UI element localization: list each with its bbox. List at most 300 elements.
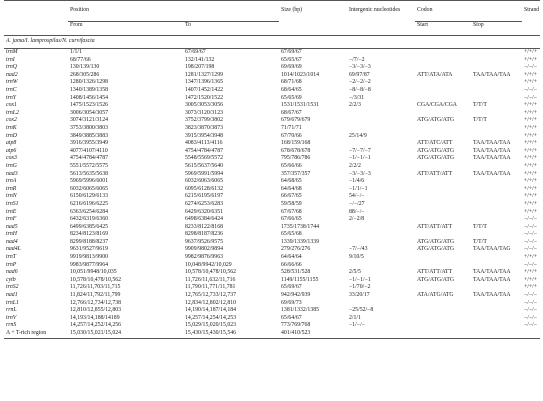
stop-codon-cell <box>471 201 522 209</box>
strand-cell: +/+/+ <box>524 170 538 177</box>
gene-cell: atp8 <box>6 140 17 147</box>
to-cell: 8298/8187/8236 <box>185 231 224 238</box>
size-cell: 1381/1332/1385 <box>281 307 320 314</box>
intergenic-cell: 9/10/5 <box>349 254 364 261</box>
from-cell: 15,030/15,021/15,024 <box>68 330 183 338</box>
from-header: From <box>68 22 183 36</box>
intergenic-cell: −/7/−2 <box>349 56 365 63</box>
strand-cell: +/+/+ <box>524 208 538 215</box>
start-codon-cell <box>415 300 471 308</box>
from-cell: 10,051/9948/10,035 <box>70 269 117 276</box>
intergenic-cell <box>347 125 415 133</box>
to-cell: 11,790/11,771/11,781 <box>185 284 236 291</box>
size-cell: 67/67/68 <box>281 208 302 215</box>
size-cell: 65/65/69 <box>281 94 302 101</box>
start-codon-cell <box>415 231 471 239</box>
from-cell: 268/305/286 <box>70 71 100 78</box>
start-codon-cell <box>415 262 471 270</box>
gene-cell: A + T-rich region <box>4 330 68 338</box>
strand-header: Strand <box>524 7 540 13</box>
to-cell: 6274/6253/6283 <box>185 200 224 207</box>
table-row <box>4 140 540 148</box>
size-cell: 795/786/786 <box>281 155 311 162</box>
from-cell: 3916/3955/3949 <box>70 140 109 147</box>
strand-cell: −/−/− <box>524 307 538 314</box>
gene-cell: cox2 <box>6 117 17 124</box>
intergenic-cell: 2/5/5 <box>349 269 361 276</box>
size-cell: 942/942/939 <box>281 292 311 299</box>
size-cell: 678/678/678 <box>281 147 311 154</box>
to-cell: 15,029/15,020/15,023 <box>185 322 237 329</box>
table-row <box>4 239 540 247</box>
size-cell: 1014/1023/1014 <box>281 71 320 78</box>
gene-cell: nad1 <box>6 292 18 299</box>
intergenic-cell: −2/−2/−2 <box>349 79 371 86</box>
start-codon-cell <box>415 330 471 338</box>
to-cell: 14,257/14,254/14,253 <box>185 314 237 321</box>
to-cell: 10,578/10,478/10,562 <box>185 269 237 276</box>
stop-codon-cell: TAA/TAA/TAA <box>473 71 511 78</box>
intergenic-cell: 2/−2/8 <box>349 216 365 223</box>
gene-cell: trnS1 <box>6 200 19 207</box>
gene-cell: nad5 <box>6 223 18 230</box>
gene-cell: atp6 <box>6 147 17 154</box>
stop-codon-cell: T/T/T <box>473 238 487 245</box>
to-cell: 1281/1327/1299 <box>185 71 224 78</box>
start-codon-cell <box>415 64 471 72</box>
strand-cell: +/+/+ <box>524 147 538 154</box>
from-cell: 3074/3121/3124 <box>70 117 109 124</box>
to-cell: 6095/6128/6132 <box>185 185 224 192</box>
to-cell: 3752/3799/3802 <box>185 117 224 124</box>
table-row <box>4 246 540 254</box>
intergenic-cell <box>347 262 415 270</box>
from-cell: 6150/6129/6133 <box>70 193 109 200</box>
intergenic-cell: −/3/31 <box>349 94 365 101</box>
start-codon-cell: ATG/ATG/ATG <box>417 276 455 283</box>
intergenic-cell: −7/−7/−7 <box>349 147 371 154</box>
table-row <box>4 117 540 125</box>
start-codon-cell <box>415 178 471 186</box>
intergenic-cell: 69/97/87 <box>349 71 370 78</box>
strand-cell: +/+/+ <box>524 140 538 147</box>
intergenic-cell: −1/1/−1 <box>349 185 368 192</box>
strand-cell: −/−/− <box>524 94 538 101</box>
table-row <box>4 155 540 163</box>
start-codon-cell: ATA/ATG/ATG <box>417 292 454 299</box>
from-cell: 6363/6254/6284 <box>70 208 109 215</box>
to-cell: 4754/4784/4787 <box>185 147 224 154</box>
stop-codon-cell: T/T/T <box>473 117 487 124</box>
stop-codon-cell <box>471 110 522 118</box>
from-cell: 1475/1523/1526 <box>70 102 109 109</box>
stop-codon-cell <box>471 57 522 65</box>
strand-cell: +/+/+ <box>524 49 538 56</box>
size-cell: 69/69/69 <box>281 64 302 71</box>
strand-cell: +/+/+ <box>524 269 538 276</box>
from-cell: 8234/8123/8169 <box>70 231 109 238</box>
size-cell: 68/71/68 <box>281 79 302 86</box>
stop-codon-cell <box>471 216 522 224</box>
from-cell: 6216/6196/6225 <box>70 200 109 207</box>
start-codon-cell: ATT/ATT/ATT <box>417 170 453 177</box>
start-codon-cell <box>415 307 471 315</box>
codon-header: Codon <box>415 1 522 22</box>
strand-cell: +/+/+ <box>524 109 538 116</box>
strand-cell: +/+/+ <box>524 162 538 169</box>
start-codon-cell <box>415 95 471 103</box>
table-row <box>4 79 540 87</box>
table-row <box>4 277 540 285</box>
stop-codon-cell <box>471 208 522 216</box>
stop-codon-cell: TAA/TAA/TAA <box>473 269 511 276</box>
to-cell: 11,726/11,632/11,716 <box>185 276 236 283</box>
table-row <box>4 292 540 300</box>
strand-cell: −/−/− <box>524 322 538 329</box>
stop-codon-cell: TAA/TAA/TAA <box>473 276 511 283</box>
to-cell: 1472/1520/1522 <box>185 94 224 101</box>
to-cell: 9982/9876/9963 <box>185 254 224 261</box>
table-row <box>4 186 540 194</box>
start-codon-cell: ATG/ATG/ATG <box>417 147 455 154</box>
table-row <box>4 269 540 277</box>
table-row <box>4 284 540 292</box>
gene-cell: trnA <box>6 178 17 185</box>
start-codon-cell <box>415 322 471 330</box>
table-row <box>4 224 540 232</box>
strand-cell: +/+/+ <box>524 276 538 283</box>
table-row <box>4 216 540 224</box>
size-cell: 64/64/68 <box>281 185 302 192</box>
gene-cell: trnR <box>6 185 17 192</box>
from-cell: 6032/6065/6065 <box>70 185 109 192</box>
strand-cell: −/−/− <box>524 246 538 253</box>
strand-cell: +/+/+ <box>524 200 538 207</box>
intergenic-cell <box>347 49 415 57</box>
to-cell: 198/207/198 <box>185 64 215 71</box>
stop-codon-cell <box>471 64 522 72</box>
strand-cell <box>522 330 540 338</box>
start-codon-cell <box>415 315 471 323</box>
table-row <box>4 102 540 110</box>
intergenic-cell: 2/2/3 <box>349 102 361 109</box>
from-cell: 130/139/130 <box>70 64 100 71</box>
intergenic-header: Intergenic nucleotides <box>349 7 401 13</box>
strand-cell: +/+/+ <box>524 193 538 200</box>
size-cell: 66/66/66 <box>281 261 302 268</box>
gene-cell: trnI <box>6 56 15 63</box>
table-row <box>4 208 540 216</box>
start-codon-cell <box>415 163 471 171</box>
from-cell: 3006/3054/3057 <box>70 109 109 116</box>
to-cell: 132/141/132 <box>185 56 215 63</box>
size-cell: 168/159/168 <box>281 140 311 147</box>
start-codon-cell <box>415 57 471 65</box>
intergenic-cell: −1/−1/−1 <box>349 155 371 162</box>
table-row <box>4 307 540 315</box>
table-row <box>4 87 540 95</box>
to-cell: 12,834/12,802/12,810 <box>185 299 237 306</box>
stop-codon-cell: TAA/TAA/TAA <box>473 147 511 154</box>
table-row <box>4 171 540 179</box>
stop-codon-cell: TAA/TAA/TAA <box>473 140 511 147</box>
from-cell: 1408/1456/1454 <box>70 94 109 101</box>
size-cell: 68/67/67 <box>281 109 302 116</box>
size-cell: 59/58/59 <box>281 200 302 207</box>
from-cell: 9631/9527/9619 <box>70 246 109 253</box>
gene-cell: cox1 <box>6 102 17 109</box>
table-row <box>4 300 540 308</box>
to-cell: 5615/5637/5640 <box>185 162 224 169</box>
gene-cell: nad6 <box>6 269 18 276</box>
to-cell: 6498/6384/6424 <box>185 216 224 223</box>
size-cell: 67/66/65 <box>281 216 302 223</box>
to-cell: 67/69/67 <box>185 49 206 56</box>
to-cell: 14,190/14,187/14,184 <box>185 307 237 314</box>
start-codon-cell: ATT/ATC/ATT <box>417 140 453 147</box>
size-cell: 65/69/67 <box>281 284 302 291</box>
table-row <box>4 125 540 133</box>
to-cell: 9637/9526/9575 <box>185 238 224 245</box>
from-cell: 68/77/66 <box>70 56 91 63</box>
size-cell: 65/65/68 <box>281 231 302 238</box>
size-cell: 357/357/357 <box>281 170 311 177</box>
table-row <box>4 201 540 209</box>
strand-cell: −/−/− <box>524 216 538 223</box>
to-cell: 1347/1396/1365 <box>185 79 224 86</box>
to-cell: 6032/6063/6065 <box>185 178 224 185</box>
start-codon-cell <box>415 284 471 292</box>
strand-cell: +/+/+ <box>524 254 538 261</box>
gene-cell: trnW <box>6 79 18 86</box>
from-cell: 1280/1326/1298 <box>70 79 109 86</box>
intergenic-cell: 2/2/2 <box>349 162 361 169</box>
start-codon-cell <box>415 208 471 216</box>
from-cell: 8299/8188/8237 <box>70 238 109 245</box>
stop-codon-cell <box>471 193 522 201</box>
stop-codon-cell <box>471 315 522 323</box>
stop-codon-cell: TAA/TAA/TAG <box>473 246 511 253</box>
start-codon-cell <box>415 49 471 57</box>
start-codon-cell: ATT/ATT/ATT <box>417 269 453 276</box>
to-cell: 10,048/9942/10,029 <box>185 261 232 268</box>
position-header: Position <box>68 1 279 22</box>
start-codon-cell <box>415 201 471 209</box>
size-cell: 401/410/523 <box>279 330 347 338</box>
intergenic-cell: −25/52/−8 <box>349 307 374 314</box>
size-cell: 65/64/67 <box>281 314 302 321</box>
strand-cell: +/+/+ <box>524 79 538 86</box>
table-row <box>4 148 540 156</box>
table-row <box>4 262 540 270</box>
intergenic-cell <box>347 231 415 239</box>
from-cell: 1/1/1 <box>70 49 82 56</box>
stop-codon-cell <box>471 186 522 194</box>
table-row <box>4 163 540 171</box>
start-codon-cell: ATG/ATG/ATG <box>417 238 455 245</box>
to-cell: 5969/5991/5994 <box>185 170 224 177</box>
start-codon-cell: ATT/ATT/ATT <box>417 223 453 230</box>
to-header: To <box>183 22 279 36</box>
strand-cell: +/+/+ <box>524 102 538 109</box>
size-cell: 679/679/679 <box>281 117 311 124</box>
intergenic-cell: −3/−3/−3 <box>349 170 371 177</box>
intergenic-cell: −1/−1/−1 <box>349 276 371 283</box>
to-cell: 3005/3053/3056 <box>185 102 224 109</box>
size-cell: 65/65/67 <box>281 56 302 63</box>
size-header: Size (bp) <box>281 7 303 13</box>
gene-cell: nad4L <box>6 246 21 253</box>
from-cell: 11,824/11,792/11,799 <box>70 292 121 299</box>
stop-codon-cell: T/T/T <box>473 223 487 230</box>
from-cell: 12,810/12,855/12,803 <box>70 307 122 314</box>
table-row <box>4 178 540 186</box>
stop-codon-cell <box>471 87 522 95</box>
intergenic-cell: −7/−/43 <box>349 246 368 253</box>
gene-cell: trnS2 <box>6 284 19 291</box>
stop-codon-cell <box>471 307 522 315</box>
size-cell: 1339/1339/1339 <box>281 238 320 245</box>
start-codon-cell: ATT/ATA/ATA <box>417 71 453 78</box>
gene-cell: trnT <box>6 254 16 261</box>
intergenic-cell: 2/1/1 <box>349 314 361 321</box>
intergenic-cell <box>347 110 415 118</box>
intergenic-cell: −8/−8/−8 <box>349 87 371 94</box>
to-cell: 6429/6320/6351 <box>185 208 224 215</box>
strand-cell: +/+/+ <box>524 124 538 131</box>
gene-cell: cytb <box>6 276 16 283</box>
stop-codon-cell <box>471 178 522 186</box>
strand-cell: +/+/+ <box>524 71 538 78</box>
gene-cell: cox3 <box>6 155 17 162</box>
gene-cell: nad2 <box>6 71 18 78</box>
to-cell: 9909/9802/9894 <box>185 246 224 253</box>
from-cell: 9983/9877/9964 <box>70 261 109 268</box>
from-cell: 1340/1389/1358 <box>70 87 109 94</box>
stop-codon-cell <box>471 231 522 239</box>
intergenic-cell: 33/20/17 <box>349 292 370 299</box>
strand-cell: −/−/− <box>524 87 538 94</box>
table-row <box>4 315 540 323</box>
gene-cell: trnC <box>6 87 17 94</box>
gene-cell: trnQ <box>6 64 17 71</box>
to-cell: 6215/6195/6197 <box>185 193 224 200</box>
stop-codon-cell <box>471 300 522 308</box>
from-cell: 9919/9813/9900 <box>70 254 109 261</box>
stop-codon-cell <box>471 254 522 262</box>
intergenic-cell <box>347 224 415 232</box>
start-header: Start <box>415 22 471 36</box>
intergenic-cell: −3/−3/−3 <box>349 64 371 71</box>
start-codon-cell <box>415 79 471 87</box>
from-cell: 4077/4107/4110 <box>70 147 108 154</box>
size-cell: 67/70/66 <box>281 132 302 139</box>
strand-cell: +/+/+ <box>524 185 538 192</box>
start-codon-cell <box>415 133 471 141</box>
from-cell: 6432/6319/6360 <box>70 216 109 223</box>
stop-codon-cell: TAA/TAA/TAA <box>473 292 511 299</box>
stop-codon-cell <box>471 49 522 57</box>
table-row <box>4 95 540 103</box>
to-cell: 8233/8122/8168 <box>185 223 224 230</box>
start-codon-cell <box>415 110 471 118</box>
size-cell: 65/66/66 <box>281 162 302 169</box>
gene-cell: trnK <box>6 124 17 131</box>
gene-cell: nad3 <box>6 170 18 177</box>
stop-codon-cell <box>471 284 522 292</box>
table-row <box>4 133 540 141</box>
from-cell: 14,257/14,252/14,256 <box>70 322 122 329</box>
from-cell: 5613/5635/5638 <box>70 170 109 177</box>
size-cell: 64/68/65 <box>281 178 302 185</box>
table-row <box>4 231 540 239</box>
stop-codon-cell: T/T/T <box>473 102 487 109</box>
stop-codon-cell <box>471 133 522 141</box>
to-cell: 4083/4113/4116 <box>185 140 223 147</box>
intergenic-cell: 54/−/− <box>349 193 365 200</box>
stop-codon-cell: TAA/TAA/TAA <box>473 155 511 162</box>
gene-cell: trnP <box>6 261 17 268</box>
gene-cell: trnV <box>6 314 17 321</box>
intergenic-cell <box>347 140 415 148</box>
species-label: A. jama/I. lamprospilus/N. curvifascia <box>4 36 540 49</box>
strand-cell: −/−/− <box>524 238 538 245</box>
gene-cell: trnN <box>6 193 17 200</box>
gene-cell: trnM <box>6 49 18 56</box>
gene-annotation-table <box>4 0 540 339</box>
strand-cell: −/−/− <box>524 299 538 306</box>
stop-codon-cell <box>471 79 522 87</box>
intergenic-cell: 25/14/9 <box>349 132 367 139</box>
table-row <box>4 110 540 118</box>
strand-cell: +/+/+ <box>524 132 538 139</box>
gene-cell: trnY <box>6 94 16 101</box>
intergenic-cell: −/−/27 <box>349 200 365 207</box>
strand-cell: −/−/− <box>524 314 538 321</box>
size-cell: 71/71/71 <box>281 124 302 131</box>
to-cell: 15,430/15,430/15,546 <box>183 330 279 338</box>
gene-cell: nad4 <box>6 238 18 245</box>
to-cell: 3915/3954/3948 <box>185 132 224 139</box>
intergenic-cell: 88/−/− <box>349 208 365 215</box>
table-row <box>4 72 540 80</box>
stop-codon-cell <box>471 322 522 330</box>
table-row <box>4 57 540 65</box>
intergenic-cell <box>347 330 415 338</box>
stop-codon-cell <box>471 125 522 133</box>
stop-codon-cell: TAA/TAA/TAA <box>473 170 511 177</box>
strand-cell: −/−/− <box>524 64 538 71</box>
strand-cell: +/+/+ <box>524 155 538 162</box>
to-cell: 3823/3870/3873 <box>185 124 224 131</box>
stop-codon-cell <box>471 330 522 338</box>
from-cell: 4754/4784/4787 <box>70 155 109 162</box>
stop-codon-cell <box>471 95 522 103</box>
size-cell: 773/769/768 <box>281 322 311 329</box>
start-codon-cell <box>415 125 471 133</box>
gene-cell: trnE <box>6 208 17 215</box>
gene-cell: trnH <box>6 231 17 238</box>
size-cell: 69/69/73 <box>281 299 302 306</box>
gene-cell: trnD <box>6 132 17 139</box>
from-cell: 6499/6385/6425 <box>70 223 109 230</box>
strand-cell: −/−/− <box>524 292 538 299</box>
start-codon-cell <box>415 193 471 201</box>
from-cell: 5551/5572/5575 <box>70 162 109 169</box>
start-codon-cell: CGA/CGA/CGA <box>417 102 457 109</box>
gene-cell: rrnL <box>6 307 17 314</box>
from-cell: 3849/3885/3883 <box>70 132 109 139</box>
